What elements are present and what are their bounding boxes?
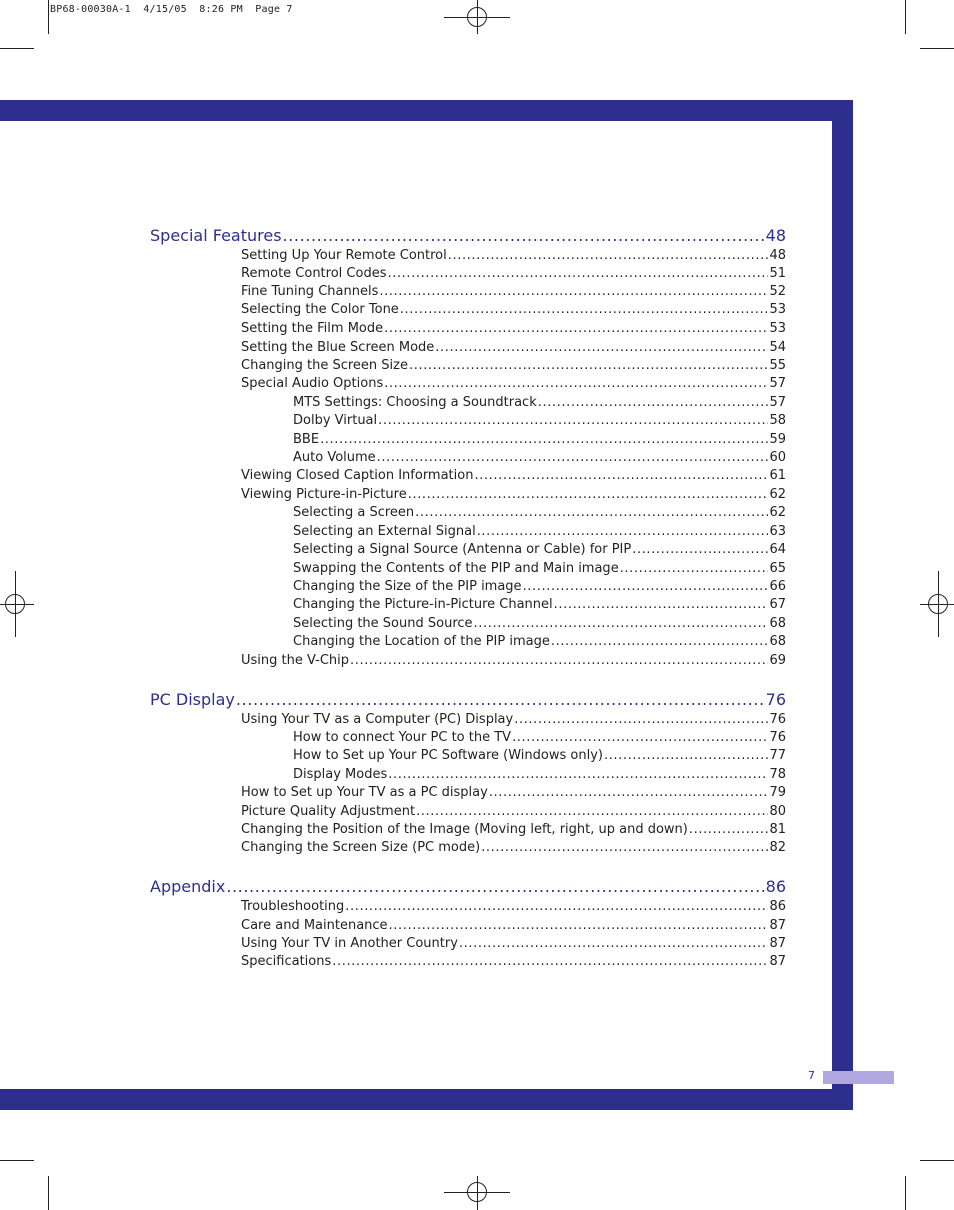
toc-entry[interactable] [150,266,786,281]
toc-entry-title: Setting the Blue Screen Mode [241,340,435,355]
crop-mark [0,48,34,49]
toc-entry[interactable] [150,822,786,837]
toc-entry-title: Special Audio Options [241,376,384,391]
toc-entry[interactable] [150,450,786,465]
dot-leader [523,579,769,594]
toc-entry-title: Using Your TV as a Computer (PC) Display [241,712,514,727]
toc-entry-page: 68 [769,616,786,631]
toc-entry[interactable] [150,840,786,855]
crop-mark [920,48,954,49]
toc-entry-title: Changing the Size of the PIP image [293,579,522,594]
page-number-tab [823,1071,894,1084]
toc-entry-title: Changing the Screen Size [241,358,408,373]
toc-entry-title: Setting the Film Mode [241,321,384,336]
toc-entry-title: Fine Tuning Channels [241,284,379,299]
toc-entry-title: Care and Maintenance [241,918,388,933]
toc-entry[interactable] [150,321,786,336]
toc-entry-title: Special Features [150,226,282,245]
toc-entry-title: Auto Volume [293,450,376,465]
toc-entry[interactable] [150,542,786,557]
toc-entry[interactable] [150,340,786,355]
toc-entry-page: 52 [769,284,786,299]
toc-entry-title: Changing the Position of the Image (Moving left, right, up and down) [241,822,688,837]
toc-entry-title: Picture Quality Adjustment [241,804,416,819]
dot-leader [350,653,768,668]
dot-leader [435,340,768,355]
toc-entry[interactable] [150,730,786,745]
toc-entry-page: 63 [769,524,786,539]
toc-entry[interactable] [150,653,786,668]
toc-entry[interactable] [150,561,786,576]
dot-leader [389,918,769,933]
toc-entry-title: Viewing Closed Caption Information [241,468,474,483]
toc-entry-title: Specifications [241,954,332,969]
toc-entry-page: 69 [769,653,786,668]
toc-entry-title: Selecting a Screen [293,505,415,520]
toc-entry-page: 78 [769,767,786,782]
toc-entry-page: 68 [769,634,786,649]
toc-entry-page: 76 [769,730,786,745]
toc-entry-page: 55 [769,358,786,373]
toc-entry-page: 67 [769,597,786,612]
toc-entry-title: How to Set up Your TV as a PC display [241,785,488,800]
print-slug: BP68-00030A-1 4/15/05 8:26 PM Page 7 [50,4,293,15]
toc-entry[interactable] [150,524,786,539]
crop-mark [920,1160,954,1161]
frame-right-bar [832,100,853,1110]
toc-section[interactable] [150,690,786,709]
dot-leader [236,690,765,709]
toc-entry-page: 57 [769,395,786,410]
toc-entry-title: Using the V-Chip [241,653,349,668]
dot-leader [474,468,768,483]
toc-entry-title: PC Display [150,690,235,709]
toc-entry-page: 48 [765,226,786,245]
dot-leader [415,505,768,520]
toc-entry-title: Selecting an External Signal [293,524,476,539]
toc-entry-page: 76 [769,712,786,727]
toc-entry-page: 53 [769,321,786,336]
frame-top-bar [0,100,853,121]
toc-entry[interactable] [150,487,786,502]
crop-mark [48,1176,49,1210]
toc-entry-title: Using Your TV in Another Country [241,936,458,951]
toc-entry-page: 61 [769,468,786,483]
toc-entry-page: 51 [769,266,786,281]
toc-entry-page: 77 [769,748,786,763]
dot-leader [459,936,769,951]
toc-entry-page: 86 [765,877,786,896]
toc-entry[interactable] [150,413,786,428]
toc-entry-title: Setting Up Your Remote Control [241,248,447,263]
toc-entry-page: 65 [769,561,786,576]
toc-entry-page: 48 [769,248,786,263]
toc-entry-page: 54 [769,340,786,355]
dot-leader [408,487,769,502]
toc-entry-title: Swapping the Contents of the PIP and Main image [293,561,619,576]
toc-entry-title: Appendix [150,877,226,896]
dot-leader [377,450,769,465]
toc-entry-title: How to connect Your PC to the TV [293,730,512,745]
toc-entry[interactable] [150,918,786,933]
toc-entry-page: 58 [769,413,786,428]
toc-entry[interactable] [150,616,786,631]
toc-entry[interactable] [150,804,786,819]
toc-entry-page: 64 [769,542,786,557]
toc-entry-page: 81 [769,822,786,837]
toc-entry[interactable] [150,634,786,649]
toc-entry-page: 53 [769,302,786,317]
toc-entry-page: 87 [769,954,786,969]
dot-leader [379,284,768,299]
toc-entry-title: Selecting the Color Tone [241,302,399,317]
toc-entry-title: How to Set up Your PC Software (Windows only) [293,748,603,763]
toc-entry[interactable] [150,597,786,612]
dot-leader [226,877,764,896]
toc-entry-title: Changing the Location of the PIP image [293,634,550,649]
toc-entry-title: Viewing Picture-in-Picture [241,487,407,502]
toc-entry-page: 87 [769,918,786,933]
dot-leader [551,634,769,649]
toc-entry-page: 60 [769,450,786,465]
crop-mark [0,1160,34,1161]
toc-entry[interactable] [150,284,786,299]
dot-leader [474,616,769,631]
toc-section[interactable] [150,226,786,245]
toc-entry-page: 62 [769,505,786,520]
dot-leader [620,561,769,576]
dot-leader [387,266,768,281]
toc-entry-title: Remote Control Codes [241,266,387,281]
dot-leader [388,767,768,782]
toc-entry[interactable] [150,505,786,520]
page-number: 7 [808,1069,815,1082]
dot-leader [409,358,768,373]
toc-entry[interactable] [150,748,786,763]
toc-entry[interactable] [150,358,786,373]
toc-entry[interactable] [150,767,786,782]
dot-leader [378,413,768,428]
frame-bottom-bar [0,1089,853,1110]
toc-entry[interactable] [150,954,786,969]
dot-leader [489,785,769,800]
toc-entry-title: Troubleshooting [241,899,345,914]
toc-entry-title: Dolby Virtual [293,413,378,428]
toc-entry-page: 57 [769,376,786,391]
toc-entry-page: 87 [769,936,786,951]
dot-leader [384,321,768,336]
toc-entry[interactable] [150,376,786,391]
dot-leader [345,899,768,914]
dot-leader [384,376,768,391]
toc-entry-page: 79 [769,785,786,800]
dot-leader [481,840,768,855]
toc-entry-title: Selecting a Signal Source (Antenna or Cable) for PIP [293,542,632,557]
toc-entry-title: Changing the Picture-in-Picture Channel [293,597,553,612]
toc-entry-page: 76 [765,690,786,709]
toc-entry-page: 86 [769,899,786,914]
toc-entry-title: BBE [293,432,320,447]
toc-entry[interactable] [150,936,786,951]
toc-entry[interactable] [150,785,786,800]
crop-mark [905,1176,906,1210]
toc-entry-page: 66 [769,579,786,594]
toc-entry-page: 59 [769,432,786,447]
dot-leader [332,954,768,969]
crop-mark [48,0,49,34]
dot-leader [514,712,768,727]
dot-leader [604,748,768,763]
dot-leader [416,804,768,819]
toc-entry[interactable] [150,302,786,317]
toc-entry[interactable] [150,432,786,447]
dot-leader [554,597,769,612]
toc-entry-page: 62 [769,487,786,502]
toc-entry[interactable] [150,395,786,410]
dot-leader [689,822,769,837]
toc-entry-title: Display Modes [293,767,388,782]
toc-entry-title: Selecting the Sound Source [293,616,473,631]
toc-entry-page: 82 [769,840,786,855]
dot-leader [448,248,769,263]
toc-entry[interactable] [150,579,786,594]
dot-leader [538,395,769,410]
toc-entry[interactable] [150,468,786,483]
dot-leader [632,542,768,557]
toc-entry[interactable] [150,899,786,914]
dot-leader [512,730,768,745]
dot-leader [320,432,768,447]
toc-entry[interactable] [150,712,786,727]
toc-entry-page: 80 [769,804,786,819]
dot-leader [477,524,769,539]
dot-leader [400,302,769,317]
toc-entry-title: MTS Settings: Choosing a Soundtrack [293,395,537,410]
toc-entry-title: Changing the Screen Size (PC mode) [241,840,481,855]
toc-section[interactable] [150,877,786,896]
toc-entry[interactable] [150,248,786,263]
crop-mark [905,0,906,34]
dot-leader [283,226,765,245]
